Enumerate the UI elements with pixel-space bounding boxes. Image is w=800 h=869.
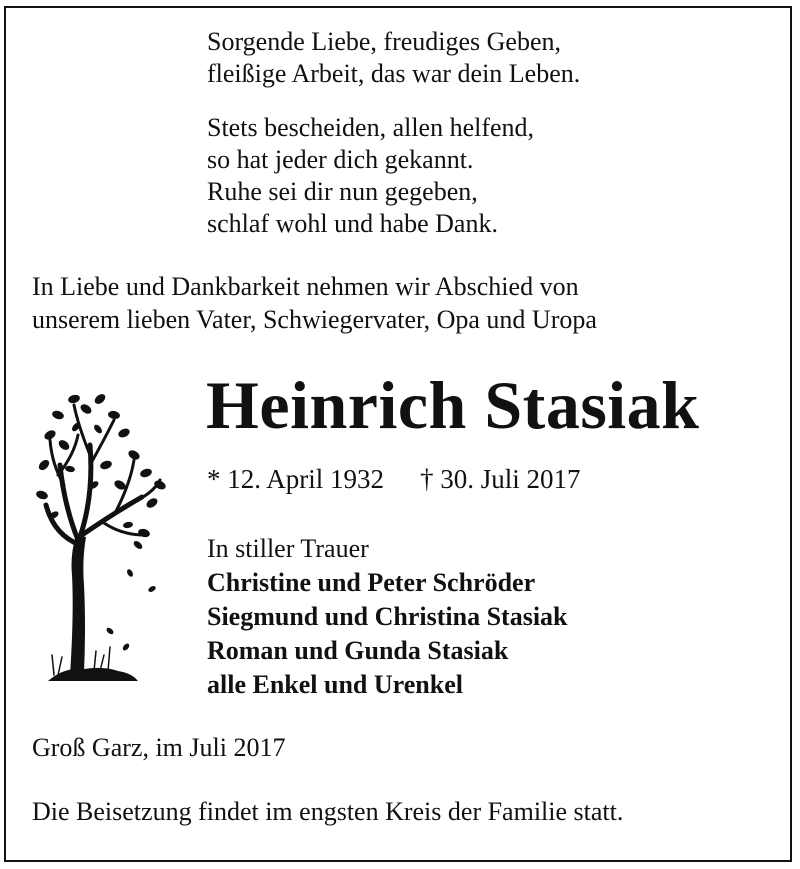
tree-icon <box>34 385 174 695</box>
poem-line: so hat jeder dich gekannt. <box>207 145 474 174</box>
life-dates <box>207 462 581 496</box>
mourner-family: Roman und Gunda Stasiak <box>207 636 509 665</box>
mourners-block <box>207 532 568 702</box>
place-and-date: Groß Garz, im Juli 2017 <box>32 733 286 762</box>
birth-date: * 12. April 1932 <box>207 464 385 494</box>
poem-line: Ruhe sei dir nun gegeben, <box>207 177 478 206</box>
poem-line: Sorgende Liebe, freudiges Geben, <box>207 27 562 56</box>
mourner-family: Siegmund und Christina Stasiak <box>207 602 568 631</box>
deceased-name: Heinrich Stasiak <box>206 367 700 443</box>
poem-line: schlaf wohl und habe Dank. <box>207 209 498 238</box>
mourners-heading: In stiller Trauer <box>207 534 369 563</box>
poem-line: fleißige Arbeit, das war dein Leben. <box>207 59 581 88</box>
intro-line: unserem lieben Vater, Schwiegervater, Opa und Uropa <box>32 305 597 334</box>
intro-line: In Liebe und Dankbarkeit nehmen wir Abschied von <box>32 272 579 301</box>
mourner-family: Christine und Peter Schröder <box>207 568 536 597</box>
poem-stanza-1 <box>207 26 580 90</box>
poem-stanza-2 <box>207 112 534 240</box>
death-date: † 30. Juli 2017 <box>420 464 581 494</box>
poem-line: Stets bescheiden, allen helfend, <box>207 113 535 142</box>
funeral-note: Die Beisetzung findet im engsten Kreis der Familie statt. <box>32 797 624 826</box>
farewell-intro <box>32 270 597 336</box>
mourner-family: alle Enkel und Urenkel <box>207 670 463 699</box>
